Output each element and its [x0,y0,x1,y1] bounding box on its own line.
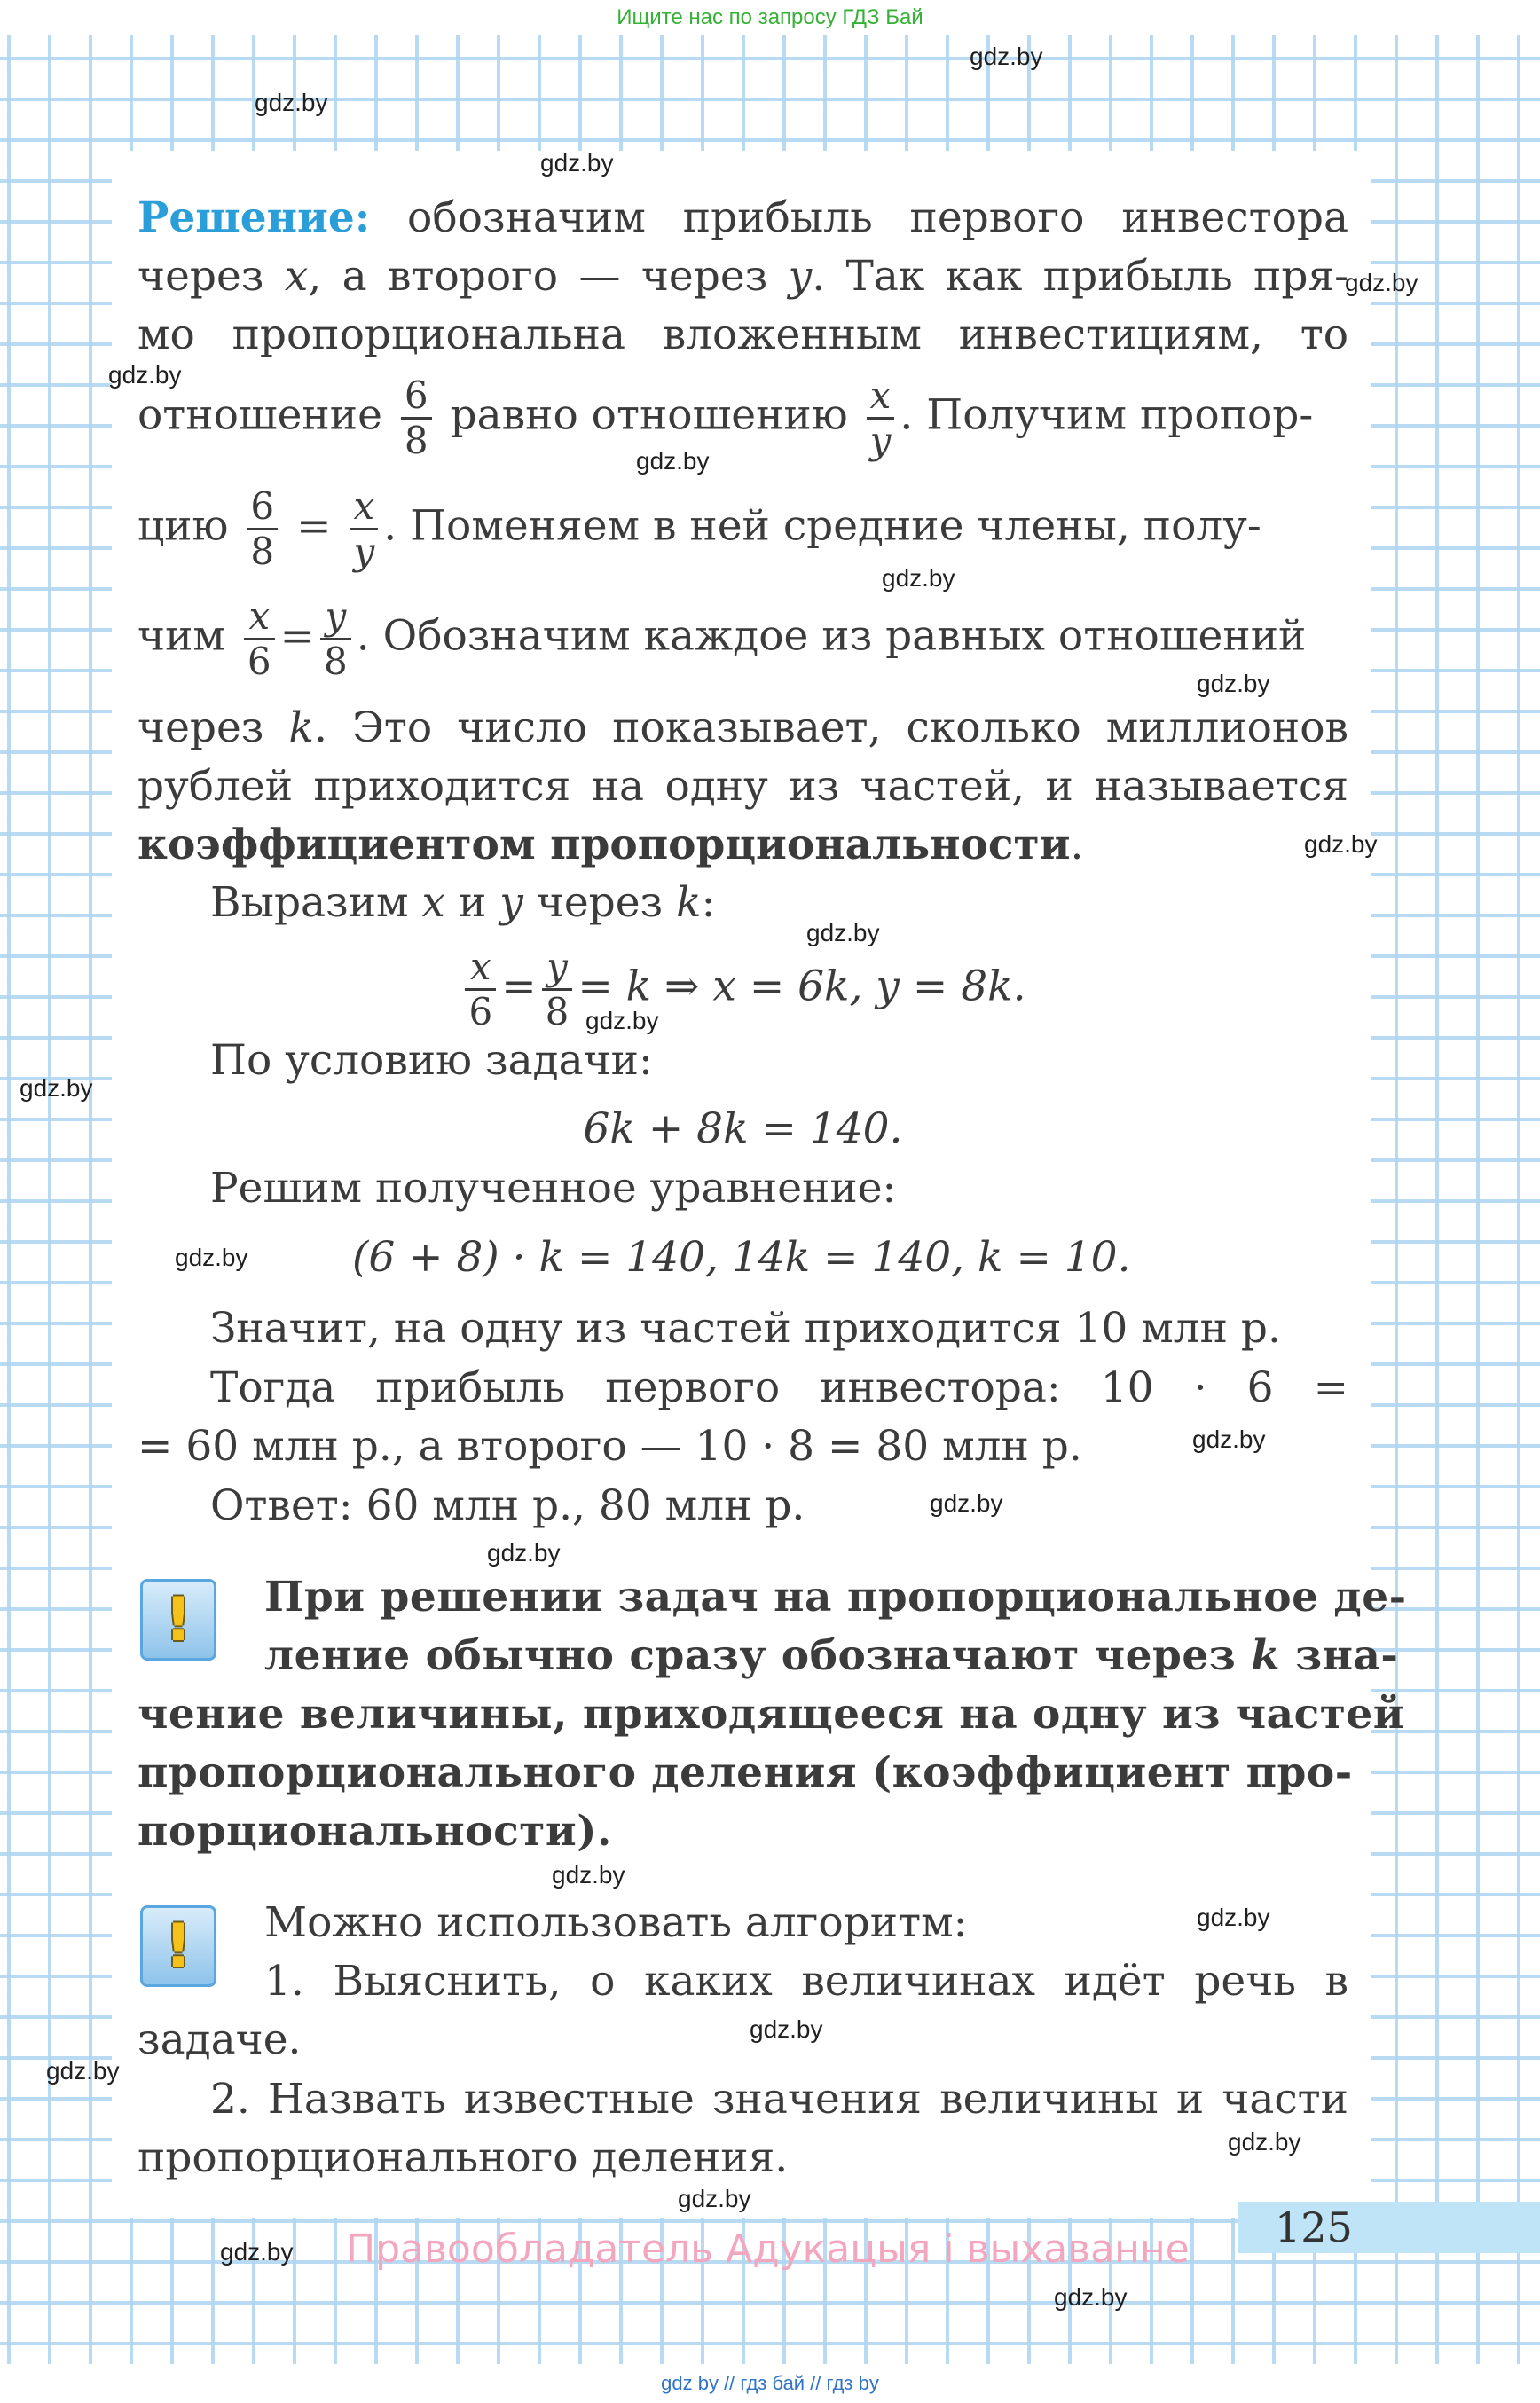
solution-line-2: через x, а второго — через y. Так как прибыль пря- [138,252,1349,301]
watermark: gdz.by [175,1244,248,1271]
rule-line-4: пропорционального деления (коэффициент про- [138,1748,1353,1797]
rule-line-3: чение величины, приходящееся на одну из частей [138,1690,1405,1739]
watermark: gdz.by [636,447,710,475]
solution-line-10: Выразим x и y через k: [210,878,716,927]
solution-line-18: = 60 млн р., а второго — 10 · 8 = 80 млн р. [138,1422,1082,1471]
watermark: gdz.by [220,2238,294,2266]
watermark: gdz.by [540,149,614,177]
watermark: gdz.by [487,1539,561,1567]
formula-solve: (6 + 8) · k = 140, 14k = 140, k = 10. [352,1233,1131,1282]
watermark: gdz.by [1228,2128,1301,2156]
algorithm-intro: Можно использовать алгоритм: [264,1898,968,1947]
fraction-6-8: $\frac{6}{8}$ [247,485,278,573]
watermark: gdz.by [1345,269,1418,296]
solution-line-4: отношение $\frac{6}{8}$ равно отношению $\frac{x}{y}$ . Получим пропор- [138,373,1314,462]
solution-line-5: цию $\frac{6}{8}$ = $\frac{x}{y}$ . Поменяем в ней средние члены, полу- [138,484,1261,573]
watermark: gdz.by [20,1074,93,1102]
solution-line-3: мо пропорциональна вложенным инвестициям, то [138,310,1348,359]
watermark: gdz.by [585,1007,659,1034]
fraction-x-y: $\frac{x}{y}$ [867,374,895,462]
fraction-x-y: $\frac{x}{y}$ [350,485,378,573]
fraction-x-6: $\frac{x}{6}$ [244,595,275,683]
rule-line-5: порциональности). [138,1807,612,1856]
watermark: gdz.by [255,89,328,116]
fraction-y-8: $\frac{y}{8}$ [320,595,351,683]
page-number: 125 [1275,2203,1353,2251]
watermark: gdz.by [806,919,880,946]
solution-line-9: коэффициентом пропорциональности. [138,821,1084,869]
watermark: gdz.by [1197,1904,1270,1931]
watermark: gdz.by [970,43,1043,70]
watermark: gdz.by [1304,830,1378,858]
solution-heading: Решение: [138,193,371,242]
promo-text[interactable]: Ищите нас по запросу ГДЗ Бай [617,5,923,29]
rule-line-1: При решении задач на пропорциональное де- [264,1573,1407,1622]
watermark: gdz.by [678,2185,751,2212]
formula-condition: 6k + 8k = 140. [583,1104,903,1153]
promo-banner[interactable] [0,0,1540,35]
algorithm-step-2-cont: пропорционального деления. [138,2133,789,2182]
algorithm-step-1: 1. Выяснить, о каких величинах идёт речь в [264,1957,1348,2006]
solution-line-6: чим $\frac{x}{6}$ = $\frac{y}{8}$ . Обозначим каждое из равных отношений [138,594,1307,683]
watermark: gdz.by [930,1489,1003,1517]
watermark: gdz.by [1197,670,1270,697]
watermark: gdz.by [882,564,955,592]
warning-icon: ! [140,1905,216,1987]
fraction-6-8: $\frac{6}{8}$ [401,374,432,462]
solution-line-12: По условию задачи: [210,1036,653,1085]
watermark: gdz.by [750,2015,823,2043]
algorithm-step-2: 2. Назвать известные значения величины и части [210,2075,1348,2124]
formula-express: $\frac{x}{6}$ = $\frac{y}{8}$ = k ⇒ x = 6k, y = 8k. [138,946,1348,1033]
solution-line-17: Тогда прибыль первого инвестора: 10 · 6 = [210,1363,1348,1412]
footer-links[interactable] [0,2364,1540,2403]
watermark: gdz.by [46,2057,120,2085]
solution-line-16: Значит, на одну из частей приходится 10 млн р. [210,1304,1281,1353]
answer-line: Ответ: 60 млн р., 80 млн р. [210,1481,805,1530]
watermark: gdz.by [1192,1425,1266,1453]
watermark: gdz.by [1054,2283,1128,2311]
rule-line-2: ление обычно сразу обозначают через k зна- [264,1631,1399,1680]
footer-links-text[interactable]: gdz by // гдз бай // гдз by [661,2372,879,2394]
solution-line-1: Решение: обозначим прибыль первого инвестора [138,193,1348,242]
solution-line-14: Решим полученное уравнение: [210,1164,897,1213]
algorithm-step-1-cont: задаче. [138,2015,302,2064]
term-coefficient: коэффициентом пропорциональности [138,821,1071,869]
solution-line-7: через k. Это число показывает, сколько миллионов [138,703,1348,752]
copyright-notice: Правообладатель Адукацыя і выхаванне [346,2226,1190,2272]
watermark: gdz.by [552,1861,625,1889]
solution-line-8: рублей приходится на одну из частей, и называется [138,762,1348,811]
watermark: gdz.by [108,361,182,389]
warning-icon: ! [140,1579,216,1661]
